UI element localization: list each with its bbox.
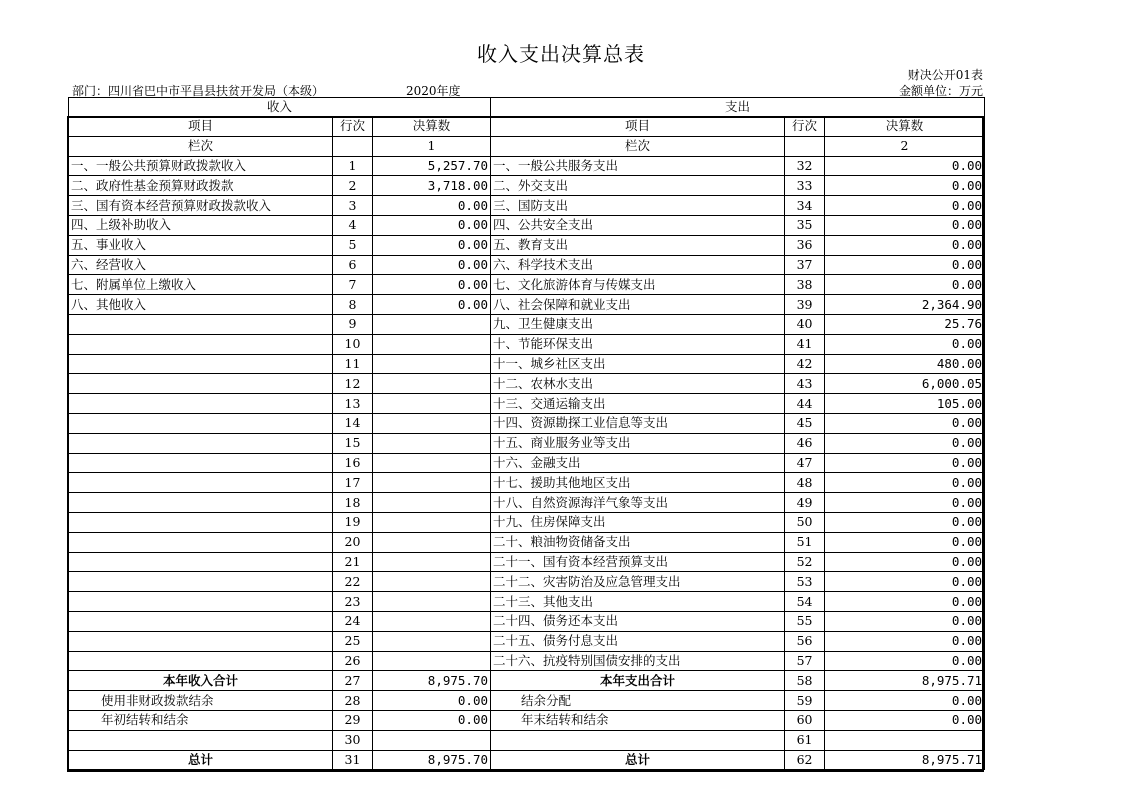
income-section-header: 收入 xyxy=(69,98,491,117)
income-line-no: 28 xyxy=(333,691,373,711)
income-amount xyxy=(373,493,491,513)
expense-amount: 0.00 xyxy=(825,235,985,255)
expense-amount: 8,975.71 xyxy=(825,750,985,770)
income-amount xyxy=(373,374,491,394)
expense-column-number: 2 xyxy=(825,136,985,156)
expense-item: 十七、援助其他地区支出 xyxy=(491,473,785,493)
income-amount xyxy=(373,334,491,354)
expense-line-no: 42 xyxy=(785,354,825,374)
expense-line-no: 50 xyxy=(785,512,825,532)
income-amount xyxy=(373,572,491,592)
table-row xyxy=(69,235,985,255)
expense-line-no: 43 xyxy=(785,374,825,394)
expense-amount: 480.00 xyxy=(825,354,985,374)
expense-item: 十九、住房保障支出 xyxy=(491,512,785,532)
expense-line-no: 47 xyxy=(785,453,825,473)
expense-line-no: 48 xyxy=(785,473,825,493)
income-line-no: 20 xyxy=(333,532,373,552)
income-line-no: 29 xyxy=(333,710,373,730)
expense-line-no: 35 xyxy=(785,215,825,235)
income-item xyxy=(69,433,333,453)
expense-item: 一、一般公共服务支出 xyxy=(491,156,785,176)
table-row xyxy=(69,453,985,473)
expense-item: 二、外交支出 xyxy=(491,176,785,196)
expense-line-no: 62 xyxy=(785,750,825,770)
table-row xyxy=(69,413,985,433)
expense-item: 五、教育支出 xyxy=(491,235,785,255)
income-item: 四、上级补助收入 xyxy=(69,215,333,235)
expense-line-no: 58 xyxy=(785,671,825,691)
expense-line-no: 51 xyxy=(785,532,825,552)
table-row xyxy=(69,750,985,770)
income-item xyxy=(69,552,333,572)
income-item xyxy=(69,374,333,394)
income-amount: 8,975.70 xyxy=(373,750,491,770)
expense-line-no: 38 xyxy=(785,275,825,295)
table-row xyxy=(69,493,985,513)
expense-line-no: 55 xyxy=(785,611,825,631)
expense-amount: 0.00 xyxy=(825,552,985,572)
expense-amount: 0.00 xyxy=(825,334,985,354)
expense-line-no: 33 xyxy=(785,176,825,196)
income-item xyxy=(69,651,333,671)
expense-line-no: 46 xyxy=(785,433,825,453)
table-row xyxy=(69,552,985,572)
expense-amount: 0.00 xyxy=(825,473,985,493)
income-line-no: 19 xyxy=(333,512,373,532)
income-amount xyxy=(373,314,491,334)
income-line-no: 30 xyxy=(333,730,373,750)
income-amount: 0.00 xyxy=(373,235,491,255)
income-amount xyxy=(373,592,491,612)
income-line-no: 14 xyxy=(333,413,373,433)
expense-amount: 0.00 xyxy=(825,196,985,216)
income-item xyxy=(69,592,333,612)
income-item xyxy=(69,453,333,473)
income-line-no: 4 xyxy=(333,215,373,235)
income-item-header: 项目 xyxy=(69,117,333,137)
income-line-no: 23 xyxy=(333,592,373,612)
income-amount: 0.00 xyxy=(373,255,491,275)
table-row xyxy=(69,394,985,414)
expense-amount: 105.00 xyxy=(825,394,985,414)
income-item: 七、附属单位上缴收入 xyxy=(69,275,333,295)
expense-item xyxy=(491,730,785,750)
department-label: 部门：四川省巴中市平昌县扶贫开发局（本级） xyxy=(72,84,325,98)
income-item xyxy=(69,314,333,334)
table-row xyxy=(69,691,985,711)
income-amount xyxy=(373,394,491,414)
income-line-no: 12 xyxy=(333,374,373,394)
income-item: 二、政府性基金预算财政拨款 xyxy=(69,176,333,196)
table-row xyxy=(69,572,985,592)
expense-item: 十二、农林水支出 xyxy=(491,374,785,394)
expense-column-label: 栏次 xyxy=(491,136,785,156)
expense-line-no: 32 xyxy=(785,156,825,176)
income-item: 一、一般公共预算财政拨款收入 xyxy=(69,156,333,176)
income-item: 五、事业收入 xyxy=(69,235,333,255)
expense-item: 四、公共安全支出 xyxy=(491,215,785,235)
income-line-no: 10 xyxy=(333,334,373,354)
income-amount xyxy=(373,552,491,572)
table-row xyxy=(69,671,985,691)
income-amount: 0.00 xyxy=(373,691,491,711)
expense-amount: 0.00 xyxy=(825,631,985,651)
table-row xyxy=(69,354,985,374)
expense-amount xyxy=(825,730,985,750)
income-line-no: 9 xyxy=(333,314,373,334)
expense-line-no: 34 xyxy=(785,196,825,216)
expense-item: 年末结转和结余 xyxy=(491,710,785,730)
table-row xyxy=(69,532,985,552)
table-row xyxy=(69,512,985,532)
table-row xyxy=(69,473,985,493)
income-amount xyxy=(373,413,491,433)
expense-line-no: 36 xyxy=(785,235,825,255)
expense-amount: 8,975.71 xyxy=(825,671,985,691)
income-line-no: 24 xyxy=(333,611,373,631)
expense-item: 二十、粮油物资储备支出 xyxy=(491,532,785,552)
expense-item: 二十三、其他支出 xyxy=(491,592,785,612)
expense-item: 二十二、灾害防治及应急管理支出 xyxy=(491,572,785,592)
expense-item: 十八、自然资源海洋气象等支出 xyxy=(491,493,785,513)
income-amount xyxy=(373,354,491,374)
expense-amount: 0.00 xyxy=(825,215,985,235)
income-item xyxy=(69,413,333,433)
expense-amount: 0.00 xyxy=(825,255,985,275)
income-item: 六、经营收入 xyxy=(69,255,333,275)
table-row xyxy=(69,314,985,334)
expense-amount: 0.00 xyxy=(825,275,985,295)
expense-line-no: 61 xyxy=(785,730,825,750)
page-title: 收入支出决算总表 xyxy=(477,42,645,66)
income-amount: 8,975.70 xyxy=(373,671,491,691)
expense-amount: 0.00 xyxy=(825,156,985,176)
expense-line-no: 54 xyxy=(785,592,825,612)
income-amount xyxy=(373,512,491,532)
income-line-no: 21 xyxy=(333,552,373,572)
expense-item: 十五、商业服务业等支出 xyxy=(491,433,785,453)
expense-item: 六、科学技术支出 xyxy=(491,255,785,275)
expense-item-header: 项目 xyxy=(491,117,785,137)
expense-amount: 0.00 xyxy=(825,611,985,631)
income-amount xyxy=(373,631,491,651)
income-line-no: 5 xyxy=(333,235,373,255)
income-line-no: 3 xyxy=(333,196,373,216)
table-row xyxy=(69,374,985,394)
expense-item: 十六、金融支出 xyxy=(491,453,785,473)
income-item: 八、其他收入 xyxy=(69,295,333,315)
expense-line-no: 44 xyxy=(785,394,825,414)
expense-line-no: 57 xyxy=(785,651,825,671)
amount-unit: 金额单位：万元 xyxy=(898,84,983,98)
expense-item: 二十一、国有资本经营预算支出 xyxy=(491,552,785,572)
income-item xyxy=(69,334,333,354)
expense-item: 结余分配 xyxy=(491,691,785,711)
expense-amount: 25.76 xyxy=(825,314,985,334)
expense-item: 七、文化旅游体育与传媒支出 xyxy=(491,275,785,295)
expense-line-no: 59 xyxy=(785,691,825,711)
expense-line-no: 41 xyxy=(785,334,825,354)
empty-cell xyxy=(785,136,825,156)
table-row xyxy=(69,611,985,631)
table-row xyxy=(69,710,985,730)
expense-item: 十、节能环保支出 xyxy=(491,334,785,354)
income-line-no: 8 xyxy=(333,295,373,315)
income-amount: 0.00 xyxy=(373,275,491,295)
expense-amount: 0.00 xyxy=(825,532,985,552)
income-column-number: 1 xyxy=(373,136,491,156)
table-row xyxy=(69,176,985,196)
expense-amount: 0.00 xyxy=(825,493,985,513)
expense-item: 本年支出合计 xyxy=(491,671,785,691)
income-line-no: 27 xyxy=(333,671,373,691)
income-item xyxy=(69,572,333,592)
expense-amount: 0.00 xyxy=(825,710,985,730)
income-amount: 0.00 xyxy=(373,215,491,235)
income-line-no: 31 xyxy=(333,750,373,770)
income-line-no: 17 xyxy=(333,473,373,493)
income-line-no: 22 xyxy=(333,572,373,592)
income-amount-header: 决算数 xyxy=(373,117,491,137)
income-line-no: 13 xyxy=(333,394,373,414)
income-item: 本年收入合计 xyxy=(69,671,333,691)
income-item: 使用非财政拨款结余 xyxy=(69,691,333,711)
income-amount xyxy=(373,433,491,453)
expense-line-no: 52 xyxy=(785,552,825,572)
table-row xyxy=(69,631,985,651)
expense-line-no: 40 xyxy=(785,314,825,334)
income-line-no: 16 xyxy=(333,453,373,473)
table-row xyxy=(69,196,985,216)
expense-line-no: 60 xyxy=(785,710,825,730)
income-line-no: 11 xyxy=(333,354,373,374)
expense-item: 总计 xyxy=(491,750,785,770)
expense-amount: 0.00 xyxy=(825,433,985,453)
income-amount xyxy=(373,651,491,671)
expense-item: 八、社会保障和就业支出 xyxy=(491,295,785,315)
expense-amount: 0.00 xyxy=(825,512,985,532)
income-item xyxy=(69,611,333,631)
expense-item: 二十五、债务付息支出 xyxy=(491,631,785,651)
expense-item: 十三、交通运输支出 xyxy=(491,394,785,414)
income-amount: 3,718.00 xyxy=(373,176,491,196)
expense-line-no: 39 xyxy=(785,295,825,315)
income-amount xyxy=(373,730,491,750)
expense-amount: 0.00 xyxy=(825,413,985,433)
table-row xyxy=(69,730,985,750)
income-column-label: 栏次 xyxy=(69,136,333,156)
expense-item: 二十六、抗疫特别国债安排的支出 xyxy=(491,651,785,671)
income-expense-table xyxy=(68,97,985,770)
table-row xyxy=(69,651,985,671)
income-line-no: 26 xyxy=(333,651,373,671)
table-row xyxy=(69,156,985,176)
expense-item: 九、卫生健康支出 xyxy=(491,314,785,334)
income-amount: 5,257.70 xyxy=(373,156,491,176)
income-item xyxy=(69,532,333,552)
expense-line-no: 49 xyxy=(785,493,825,513)
fiscal-year: 2020年度 xyxy=(406,84,461,98)
expense-line-no: 53 xyxy=(785,572,825,592)
income-item xyxy=(69,354,333,374)
income-line-no: 1 xyxy=(333,156,373,176)
income-item xyxy=(69,631,333,651)
expense-item: 二十四、债务还本支出 xyxy=(491,611,785,631)
income-item xyxy=(69,394,333,414)
income-amount xyxy=(373,453,491,473)
income-line-no: 25 xyxy=(333,631,373,651)
expense-line-header: 行次 xyxy=(785,117,825,137)
expense-item: 三、国防支出 xyxy=(491,196,785,216)
income-line-no: 18 xyxy=(333,493,373,513)
income-line-no: 2 xyxy=(333,176,373,196)
table-row xyxy=(69,334,985,354)
income-amount xyxy=(373,473,491,493)
income-amount xyxy=(373,611,491,631)
income-amount xyxy=(373,532,491,552)
income-line-no: 15 xyxy=(333,433,373,453)
expense-line-no: 56 xyxy=(785,631,825,651)
income-line-header: 行次 xyxy=(333,117,373,137)
form-code: 财决公开01表 xyxy=(907,68,983,82)
table-row xyxy=(69,433,985,453)
table-row xyxy=(69,592,985,612)
table-row xyxy=(69,295,985,315)
expense-amount: 6,000.05 xyxy=(825,374,985,394)
expense-amount-header: 决算数 xyxy=(825,117,985,137)
income-line-no: 7 xyxy=(333,275,373,295)
income-amount: 0.00 xyxy=(373,196,491,216)
income-line-no: 6 xyxy=(333,255,373,275)
income-item xyxy=(69,512,333,532)
table-row xyxy=(69,215,985,235)
expense-amount: 0.00 xyxy=(825,651,985,671)
expense-amount: 0.00 xyxy=(825,691,985,711)
expense-amount: 0.00 xyxy=(825,176,985,196)
table-row xyxy=(69,275,985,295)
income-item xyxy=(69,730,333,750)
empty-cell xyxy=(333,136,373,156)
expense-amount: 0.00 xyxy=(825,592,985,612)
expense-item: 十一、城乡社区支出 xyxy=(491,354,785,374)
income-item xyxy=(69,493,333,513)
expense-amount: 0.00 xyxy=(825,453,985,473)
expense-amount: 0.00 xyxy=(825,572,985,592)
income-item: 总计 xyxy=(69,750,333,770)
expense-line-no: 45 xyxy=(785,413,825,433)
expense-amount: 2,364.90 xyxy=(825,295,985,315)
table-row xyxy=(69,255,985,275)
income-amount: 0.00 xyxy=(373,295,491,315)
income-item: 年初结转和结余 xyxy=(69,710,333,730)
income-amount: 0.00 xyxy=(373,710,491,730)
income-item xyxy=(69,473,333,493)
expense-item: 十四、资源勘探工业信息等支出 xyxy=(491,413,785,433)
expense-section-header: 支出 xyxy=(491,98,985,117)
income-item: 三、国有资本经营预算财政拨款收入 xyxy=(69,196,333,216)
expense-line-no: 37 xyxy=(785,255,825,275)
